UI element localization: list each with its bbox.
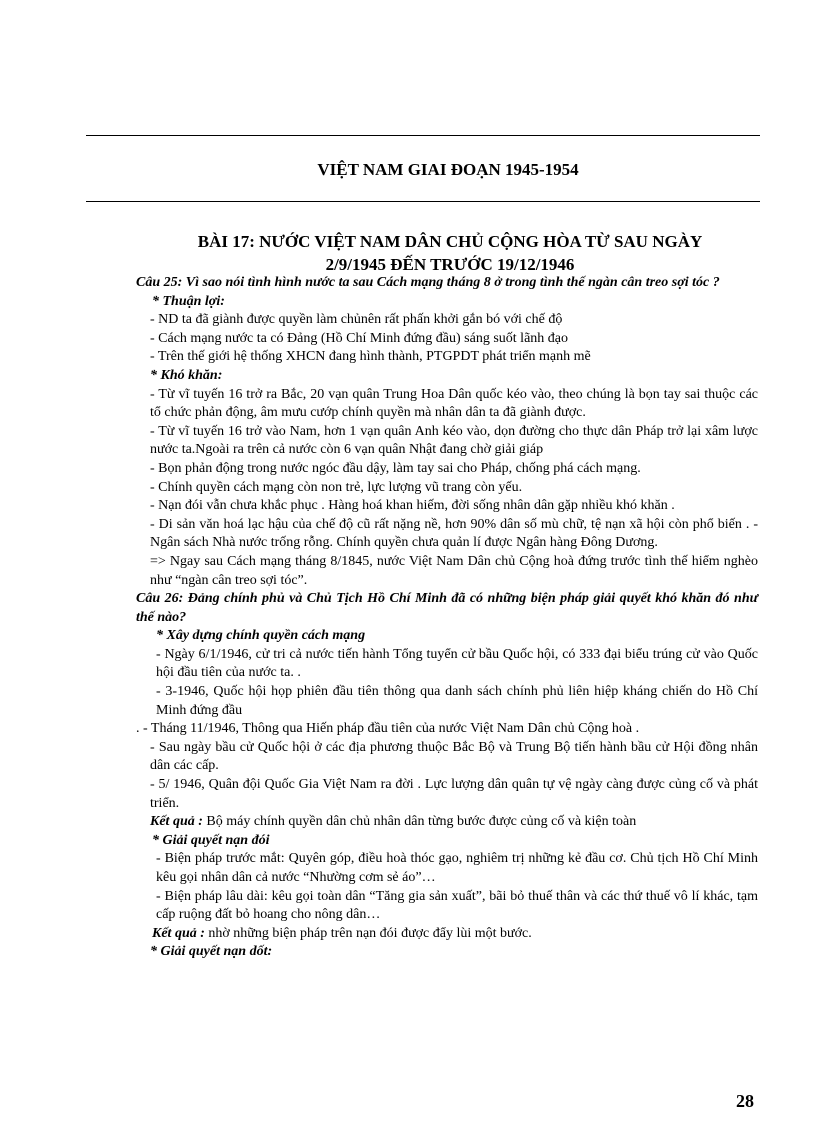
result-text: Bộ máy chính quyền dân chủ nhân dân từng bước được củng cố và kiện toàn <box>202 814 637 830</box>
lesson-title-line-1: BÀI 17: NƯỚC VIỆT NAM DÂN CHỦ CỘNG HÒA TỪ SAU NGÀY <box>197 232 703 251</box>
header-divider <box>86 201 760 202</box>
government-item: - Sau ngày bầu cử Quốc hội ở các địa phương thuộc Bắc Bộ và Trung Bộ tiến hành bầu cử Hội đồng nhân dân các cấp. <box>150 739 758 774</box>
difficulties-heading: * Khó khăn: <box>150 367 223 383</box>
difficulty-item: - Bọn phản động trong nước ngóc đầu dậy, làm tay sai cho Pháp, chống phá cách mạng. <box>150 460 641 476</box>
top-divider <box>86 135 760 136</box>
famine-result <box>136 925 758 944</box>
section-government-heading: * Xây dựng chính quyền cách mạng <box>156 628 366 644</box>
government-item: - 5/ 1946, Quân đội Quốc Gia Việt Nam ra đời . Lực lượng dân quân tự vệ ngày càng được củng cố và phát triển. <box>150 777 758 811</box>
lesson-title <box>120 230 780 276</box>
famine-item: - Biện pháp trước mắt: Quyên góp, điều hoà thóc gạo, nghiêm trị những kẻ đầu cơ. Chủ tịch Hồ Chí Minh kêu gọi nhân dân cả nước “Nhường cơm sẻ áo”… <box>156 851 758 885</box>
result-label: Kết quả : <box>152 925 205 941</box>
conclusion-25: => Ngay sau Cách mạng tháng 8/1845, nước Việt Nam Dân chủ Cộng hoà đứng trước tình thế hiểm nghèo như “ngàn cân treo sợi tóc”. <box>150 553 758 588</box>
advantage-item: - ND ta đã giành được quyền làm chủnên rất phấn khởi gắn bó với chế độ <box>150 312 563 328</box>
difficulty-item: - Nạn đói vẫn chưa khắc phục . Hàng hoá khan hiếm, đời sống nhân dân gặp nhiều khó khăn . <box>150 498 675 514</box>
famine-item: - Biện pháp lâu dài: kêu gọi toàn dân “Tăng gia sản xuất”, bãi bỏ thuế thân và các thứ thuế vô lí khác, tạm cấp ruộng đất bỏ hoang cho nông dân… <box>156 888 758 923</box>
question-25: Câu 25: Vì sao nói tình hình nước ta sau Cách mạng tháng 8 ở trong tình thế ngàn cân treo sợi tóc ? <box>136 275 720 290</box>
difficulty-item: - Từ vĩ tuyến 16 trở vào Nam, hơn 1 vạn quân Anh kéo vào, dọn đường cho thực dân Pháp trở lại xâm lược nước ta.Ngoài ra trên cả nước còn 6 vạn quân Nhật đang chờ giải giáp <box>150 423 758 458</box>
government-item: - Ngày 6/1/1946, cử tri cả nước tiến hành Tổng tuyển cử bầu Quốc hội, có 333 đại biểu trúng cử vào Quốc hội đầu tiên của nước ta. . <box>156 646 758 681</box>
page-number: 28 <box>736 1091 754 1111</box>
advantage-item: - Cách mạng nước ta có Đảng (Hồ Chí Minh đứng đầu) sáng suốt lãnh đạo <box>150 330 568 346</box>
question-26: Câu 26: Đảng chính phủ và Chủ Tịch Hồ Chí Minh đã có những biện pháp giải quyết khó khăn đó như thế nào? <box>136 591 758 625</box>
difficulty-item: - Di sản văn hoá lạc hậu của chế độ cũ rất nặng nề, hơn 90% dân số mù chữ, tệ nạn xã hội còn phổ biến . - Ngân sách Nhà nước trống rỗng. Chính quyền chưa quản lí được Ngân hàng Đông Dương. <box>150 516 758 551</box>
page-header-title: VIỆT NAM GIAI ĐOẠN 1945-1954 <box>317 160 579 179</box>
result-text: nhờ những biện pháp trên nạn đói được đẩy lùi một bước. <box>204 925 532 941</box>
result-label: Kết quả : <box>150 814 203 830</box>
difficulty-item: - Chính quyền cách mạng còn non trẻ, lực lượng vũ trang còn yếu. <box>150 479 523 495</box>
government-item: - 3-1946, Quốc hội họp phiên đầu tiên thông qua danh sách chính phủ liên hiệp kháng chiến do Hồ Chí Minh đứng đầu <box>156 684 758 718</box>
section-famine-heading: * Giải quyết nạn đói <box>152 832 270 848</box>
lesson-title-line-2: 2/9/1945 ĐẾN TRƯỚC 19/12/1946 <box>325 255 575 274</box>
advantage-item: - Trên thế giới hệ thống XHCN đang hình thành, PTGPDT phát triển mạnh mẽ <box>150 349 591 365</box>
difficulty-item: - Từ vĩ tuyến 16 trở ra Bắc, 20 vạn quân Trung Hoa Dân quốc kéo vào, theo chúng là bọn tay sai thuộc các tổ chức phản động, âm mưu cướp chính quyền mà nhân dân ta đã giành được. <box>150 386 758 421</box>
advantages-heading: * Thuận lợi: <box>152 293 225 309</box>
government-item: . - Tháng 11/1946, Thông qua Hiến pháp đầu tiên của nước Việt Nam Dân chủ Cộng hoà . <box>136 721 640 737</box>
government-result <box>136 813 758 832</box>
section-illiteracy-heading: * Giải quyết nạn dốt: <box>150 944 273 960</box>
document-body <box>136 274 758 962</box>
